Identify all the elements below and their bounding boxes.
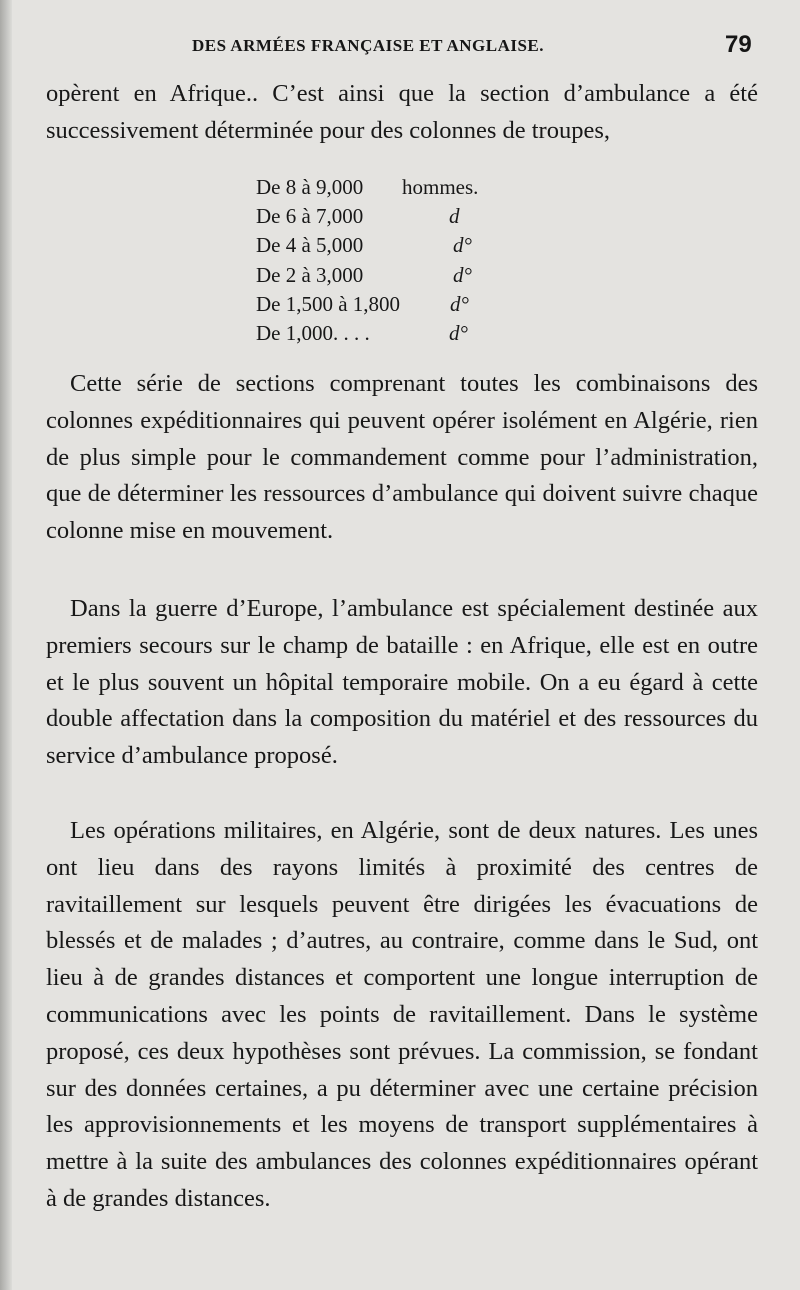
paragraph-europe [46, 591, 758, 775]
paragraph-text [46, 366, 758, 550]
paragraph-body: Dans la guerre d’Europe, l’ambulance est spécialement destinée aux premiers secours sur le champ de bataille : en Afrique, elle est en outre et le plus souvent un hôpital temporaire mobile. On a eu égard à cette double affectation dans la composition du matériel et des ressources du service d’ambulance proposé. [46, 595, 758, 770]
running-head [0, 31, 800, 66]
intro-text: opèrent en Afrique.. C’est ainsi que la section d’ambulance a été successivement déterminée pour des colonnes de troupes, [46, 80, 758, 144]
paragraph-text [46, 813, 758, 1218]
table-unit: d° [453, 233, 472, 258]
page-number: 79 [725, 31, 752, 58]
running-title: DES ARMÉES FRANÇAISE ET ANGLAISE. [192, 36, 545, 55]
table-unit: d [449, 204, 460, 229]
table-unit: hommes. [402, 175, 479, 199]
page-binding-shadow [0, 0, 12, 1290]
table-unit: d° [450, 291, 469, 316]
intro-paragraph [46, 76, 758, 150]
paragraph-series [46, 366, 758, 550]
table-range: De 8 à 9,000 [256, 175, 364, 199]
paragraph-text [46, 591, 758, 775]
table-range: De 1,500 à 1,800 [256, 291, 401, 316]
paragraph-operations [46, 813, 758, 1218]
paragraph-body: Les opérations militaires, en Algérie, sont de deux natures. Les unes ont lieu dans des rayons limités à proximité des centres de ravitaillement sur lesquels peuvent être dirigées les évacuations de blessés et de malades ; d’autres, au contraire, comme dans le Sud, ont lieu à de grandes distances et comportent une longue interruption de communications avec les points de ravitaillement. Dans le système proposé, ces deux hypothèses sont prévues. La commission, se fondant sur des données certaines, a pu déterminer avec une certaine précision les approvisionnements et les moyens de transport supplémentaires à mettre à la suite des ambulances des colonnes expéditionnaires opérant à de grandes distances. [46, 817, 758, 1212]
table-range: De 1,000. . . . [256, 320, 370, 345]
table-range: De 4 à 5,000 [256, 233, 364, 258]
table-unit: d° [449, 320, 468, 345]
table-unit: d° [453, 262, 472, 287]
table-range: De 6 à 7,000 [256, 204, 364, 229]
paragraph-body: Cette série de sections comprenant toutes les combinaisons des colonnes expéditionnaires qui peuvent opérer isolément en Algérie, rien de plus simple pour le commandement comme pour l’administration, que de déterminer les ressources d’ambulance qui doivent suivre chaque colonne mise en mouvement. [46, 370, 758, 545]
table-range: De 2 à 3,000 [256, 262, 364, 287]
